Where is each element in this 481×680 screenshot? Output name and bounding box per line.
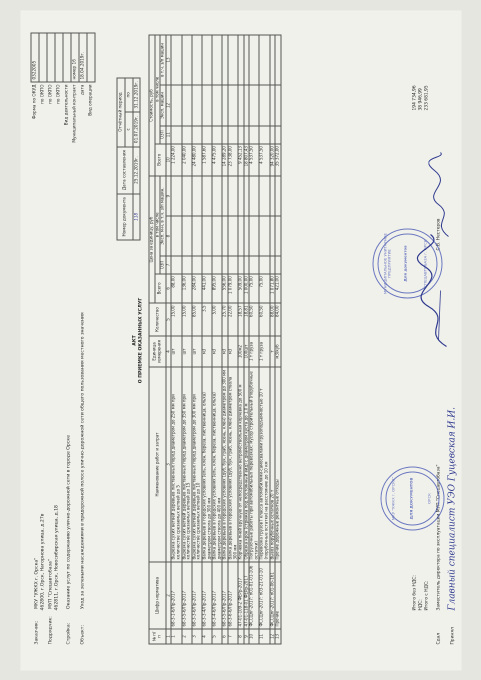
empty-cell	[201, 176, 211, 216]
empty-cell	[222, 35, 228, 85]
row-price: 136,00	[181, 273, 191, 302]
row-code: ФССЦпг-2017: п01-01-01-106	[249, 562, 259, 629]
row-total: 4 537,50	[259, 143, 269, 176]
stamp-bottom-text: СПЕЦАВТОБАЗА г. ОРСК	[422, 239, 427, 287]
empty-cell	[238, 35, 244, 85]
contractor-address: 462800, г.Орск, Нагорнова улица, д.27в	[40, 513, 45, 610]
empty-cell	[191, 256, 201, 274]
okud-label: Форма по ОКУД	[31, 84, 37, 119]
operation-value	[87, 33, 95, 82]
row-number: 5	[212, 629, 222, 644]
row-price: 509,00	[238, 273, 244, 302]
col-number: 2	[165, 562, 171, 629]
row-qty: 18,57	[238, 303, 244, 336]
row-code: 47-01-109-2 ФЕРр-2017	[238, 562, 244, 629]
empty-cell	[171, 176, 181, 216]
empty-cell	[191, 84, 201, 125]
doc-period-label: Отчётный период	[117, 77, 125, 146]
row-name: Вырезка сухих ветвей деревьев лиственных пород диаметром до 300 мм при количестве срезаемых ветвей до 10	[191, 367, 201, 562]
object-line	[80, 312, 85, 644]
row-name: Перевозка грузов I класса автомобилями-самосвалами грузоподъемностью 10 т (порубочные остатки) на расстояние до 10 км	[259, 367, 269, 562]
col-number: 10	[165, 143, 171, 176]
row-unit: м3	[212, 336, 222, 367]
row-qty: 5,00	[212, 303, 222, 336]
object-value: Уход за зелеными насаждениями в придорожной полосе улично-дорожной сети общего пользования местного значения	[80, 311, 85, 609]
row-unit: шт	[171, 336, 181, 367]
okpo-value-2	[47, 33, 55, 82]
okpo-label-3: по ОКПО	[55, 84, 61, 104]
row-unit: м3	[201, 336, 211, 367]
accepted-label: Принял	[450, 626, 455, 644]
total-ozp-header: ОЗП	[160, 125, 166, 143]
col-number: 5	[165, 303, 171, 336]
row-number: 6	[222, 629, 228, 644]
contractor-line	[34, 557, 39, 644]
empty-cell	[212, 216, 222, 256]
price-ozp-header: ОЗП	[160, 256, 166, 274]
empty-cell	[269, 216, 275, 256]
empty-cell	[227, 216, 237, 256]
empty-cell	[249, 216, 259, 256]
price-incl-header: в том числе	[154, 176, 160, 274]
row-name: Валка деревьев в городских условиях (дуб, бук, граб, ясень, клён) диаметром ствола 300 мм	[227, 367, 237, 562]
empty-cell	[222, 125, 228, 143]
empty-cell	[201, 125, 211, 143]
col-number: 9	[165, 176, 171, 216]
col-code-header: Шифр норматива	[149, 562, 166, 629]
total-with-vat-label: Итого с НДС:	[424, 579, 429, 610]
total-incl-header: в том числе	[154, 35, 160, 144]
row-name: Вырезка сухих ветвей деревьев лиственных пород диаметром до 350 мм при количестве срезаемых ветвей до 15	[181, 367, 191, 562]
empty-cell	[227, 256, 237, 274]
empty-cell	[171, 84, 181, 125]
row-total: 35 372,00	[275, 143, 281, 176]
row-total: 23 738,00	[227, 143, 237, 176]
row-code: 68-3-3-6/Пр-2017	[191, 562, 201, 629]
empty-cell	[243, 84, 249, 125]
row-total: 24 480,00	[191, 143, 201, 176]
row-code: 68-3-1-6/Пр-2017	[171, 562, 181, 629]
empty-cell	[238, 216, 244, 256]
okpo-value-1	[39, 33, 47, 82]
row-number: 11	[259, 629, 269, 644]
table-row	[227, 35, 237, 644]
empty-cell	[201, 256, 211, 274]
row-total: 94 320,00	[269, 143, 275, 176]
row-name: Вывоз порубочных остатков 20 т	[269, 367, 275, 562]
empty-cell	[243, 256, 249, 274]
empty-cell	[275, 35, 281, 85]
row-number: 4	[201, 629, 211, 644]
stamp-top-text: МУНИЦИПАЛЬНОЕ УНИТАРНОЕ ПРЕДПРИЯТИЕ	[382, 232, 392, 294]
col-num-header: № п/п	[149, 629, 166, 644]
row-total: 4 537,50	[249, 143, 259, 176]
row-total: 1 224,00	[171, 143, 181, 176]
empty-cell	[249, 176, 259, 216]
doc-number-label: Номер документа	[117, 193, 133, 239]
row-qty: 15,00	[181, 303, 191, 336]
row-total: 9 452,13	[238, 143, 244, 176]
empty-cell	[222, 176, 228, 216]
empty-cell	[275, 84, 281, 125]
empty-cell	[227, 35, 237, 85]
empty-cell	[249, 125, 259, 143]
row-unit: 1 т груза	[259, 336, 269, 367]
row-qty: 3,5	[201, 303, 211, 336]
col-name-header: Наименование работ и затрат	[149, 367, 166, 562]
empty-cell	[181, 35, 191, 85]
row-number: 2	[181, 629, 191, 644]
row-name: Валка деревьев в городских условиях (ель, клён, береза, лиственница, ольха) диаметром ствола до 300 мм	[201, 367, 211, 562]
empty-cell	[269, 84, 275, 125]
stamp-bottom-text: ОРСК	[426, 492, 431, 504]
row-number: 7	[227, 629, 237, 644]
row-number: 8	[238, 629, 244, 644]
row-qty: 18,81	[243, 303, 249, 336]
empty-cell	[171, 216, 181, 256]
row-price: 1 071,80	[269, 273, 275, 302]
row-price: 284,00	[191, 273, 201, 302]
empty-cell	[222, 216, 228, 256]
row-code: ФССЦпг-2017: п03-21-01-10	[259, 562, 269, 629]
okud-value: 0322005	[31, 33, 39, 82]
col-number: 3	[165, 367, 171, 562]
row-number: 10	[249, 629, 259, 644]
empty-cell	[222, 256, 228, 274]
table-body	[171, 35, 280, 644]
row-qty: 60,50	[259, 303, 269, 336]
row-number: 9	[243, 629, 249, 644]
doc-number-value: 118	[132, 193, 140, 239]
price-all-header: Всего	[154, 273, 165, 302]
empty-cell	[238, 176, 244, 216]
contract-number-label: номер	[71, 65, 77, 79]
stamp-center-text: Для документов	[402, 244, 407, 282]
row-code: 68-3-4-6/Пр-2017	[212, 562, 222, 629]
empty-cell	[259, 256, 269, 274]
stamp-top-text: МКУ "УЖКХ г. ОРСКА"	[390, 476, 395, 520]
empty-cell	[201, 35, 211, 85]
empty-cell	[212, 256, 222, 274]
act-title: АКТ	[132, 334, 137, 346]
empty-cell	[243, 176, 249, 216]
act-subtitle: О ПРИЕМКЕ ОКАЗАННЫХ УСЛУГ	[138, 297, 143, 383]
row-total: 18 807,43	[243, 143, 249, 176]
empty-cell	[259, 176, 269, 216]
contractor-label: Заказчик:	[34, 620, 39, 644]
empty-cell	[275, 125, 281, 143]
col-number: 7	[165, 256, 171, 274]
empty-cell	[201, 216, 211, 256]
table-row	[259, 35, 269, 644]
doc-date-label: Дата составления	[117, 146, 133, 193]
row-name: Валка деревьев в городских условиях (дуб, бук, граб, ясень, клён) диаметром до 300 мм	[222, 367, 228, 562]
row-price: 75,00	[259, 273, 269, 302]
row-qty: 84,00	[275, 303, 281, 336]
row-name: Погрузочные работы при автомобильных перевозках: мусор строительный (порубочные остатки)	[249, 367, 259, 562]
contractor-name: МКУ "УЖКХ г. Орска"	[34, 557, 39, 609]
row-qty: 22,00	[227, 303, 237, 336]
row-unit: 100м2	[238, 336, 244, 367]
empty-cell	[171, 35, 181, 85]
empty-cell	[181, 125, 191, 143]
empty-cell	[181, 256, 191, 274]
empty-cell	[249, 256, 259, 274]
row-code: ФССЦпг-2017: п01-06-161	[269, 562, 275, 629]
table-row	[212, 35, 222, 644]
okpo-value-3	[55, 33, 63, 82]
delivered-role: Заместитель директора по эксплуатации МУП "Спецавтобаза"	[436, 463, 441, 610]
row-unit: шт	[181, 336, 191, 367]
okpo-label-1: по ОКПО	[39, 84, 45, 104]
customer-address: 462811, г.Орск, Новосибирская улица, д.18	[54, 504, 59, 610]
act-sheet	[20, 10, 461, 670]
empty-cell	[259, 35, 269, 85]
row-unit: 1 т груза	[249, 336, 259, 367]
table-row	[238, 35, 244, 644]
row-qty: 15,00	[171, 303, 181, 336]
operation-label: Вид операции	[87, 84, 93, 116]
row-name: Вырезка сухих ветвей деревьев лиственных пород диаметром до 250 мм при количестве срезаемых ветвей до 5	[171, 367, 181, 562]
empty-cell	[227, 176, 237, 216]
col-number: 6	[165, 273, 171, 302]
empty-cell	[171, 125, 181, 143]
row-price: 1 079,00	[227, 273, 237, 302]
empty-cell	[249, 35, 259, 85]
activity-value	[63, 33, 71, 82]
row-name: Корчевка пней вручную от непосредственно ветром/ствольная корчевка до 500 м	[238, 367, 244, 562]
row-code: 47-01-118-01 ФЕРр-2017	[243, 562, 249, 629]
empty-cell	[181, 216, 191, 256]
row-qty: 88,00	[269, 303, 275, 336]
activity-label: Вид деятельности	[63, 84, 69, 125]
row-code: 68-3-6-6/Пр-2017	[227, 562, 237, 629]
total-with-vat-value: 233 681,95	[424, 84, 429, 110]
row-code: 68-3-5-6/Пр-2017	[222, 562, 228, 629]
delivered-label: Сдал	[436, 632, 441, 644]
customer-label: Подрядчик:	[48, 615, 53, 644]
empty-cell	[191, 125, 201, 143]
table-row	[249, 35, 259, 644]
empty-cell	[259, 125, 269, 143]
total-cost-header: Стоимость, руб	[149, 35, 155, 176]
contract-number-value: 16	[71, 58, 77, 64]
empty-cell	[191, 35, 201, 85]
row-price: 75,00	[249, 273, 259, 302]
empty-cell	[212, 35, 222, 85]
row-total: 4 475,00	[212, 143, 222, 176]
doc-to-label: по	[124, 77, 132, 112]
row-name: Валка деревьев в городских условиях (ель, клён, береза, лиственница, ольха) диаметром ствола до 400 мм	[212, 367, 222, 562]
empty-cell	[259, 84, 269, 125]
empty-cell	[238, 125, 244, 143]
empty-cell	[249, 84, 259, 125]
empty-cell	[212, 84, 222, 125]
customer-stamp	[380, 466, 444, 530]
empty-cell	[227, 84, 237, 125]
row-unit: т	[269, 336, 275, 367]
empty-cell	[269, 35, 275, 85]
row-unit: 100шт	[243, 336, 249, 367]
row-price: 556,00	[222, 273, 228, 302]
row-qty: 60,50	[249, 303, 259, 336]
total-mach-header: Эксп. машин	[160, 84, 166, 125]
stamp-center-text: ДЛЯ ДОКУМЕНТОВ	[408, 477, 413, 519]
col-unit-header: Единица измерения	[149, 336, 166, 367]
construction-line	[66, 435, 71, 644]
codes-table	[30, 32, 95, 144]
col-number: 13	[165, 35, 171, 85]
row-qty: 85,00	[191, 303, 201, 336]
row-code: 68-3-5-6/Пр-2017	[181, 562, 191, 629]
empty-cell	[275, 256, 281, 274]
row-qty: 25,70	[222, 303, 228, 336]
row-unit: м3	[222, 336, 228, 367]
total-all-header: Всего	[154, 143, 165, 176]
object-label: Объект:	[80, 624, 85, 644]
empty-cell	[191, 216, 201, 256]
total-no-vat-value: 194 734,96	[412, 84, 417, 110]
total-no-vat-label: Итого без НДС:	[412, 574, 417, 610]
row-total: 1 587,60	[201, 143, 211, 176]
doc-to-value: 31.12.2019г.	[132, 77, 140, 112]
total-mach-wage-header: в т.ч. з/п машин	[160, 35, 166, 85]
row-name: Обрезка крон (стрижка под постоянный вид) с диаметром куста до 1,0 м	[243, 367, 249, 562]
col-number: 4	[165, 336, 171, 367]
customer-name: МУП "Спецавтобаза"	[48, 558, 53, 609]
signature-scrawl	[416, 230, 456, 350]
row-unit: м3	[227, 336, 237, 367]
empty-cell	[243, 125, 249, 143]
empty-cell	[171, 256, 181, 274]
row-total: 14 289,20	[222, 143, 228, 176]
contract-date-value: 18.04.2019г.	[79, 33, 87, 82]
row-name: Прочие дорожные ремонтные отходы	[275, 367, 281, 562]
empty-cell	[181, 84, 191, 125]
empty-cell	[191, 176, 201, 216]
vat-label: НДС:	[418, 598, 423, 610]
contract-label: Муниципальный контракт	[71, 84, 77, 143]
row-unit: м3/куб	[275, 336, 281, 367]
row-price: 895,00	[212, 273, 222, 302]
contract-date-label: дата	[79, 84, 85, 95]
empty-cell	[243, 216, 249, 256]
doc-date-value: 25.12.2019г.	[132, 146, 140, 193]
table-row	[181, 35, 191, 644]
okpo-label-2: по ОКПО	[47, 84, 53, 104]
row-number: 13	[275, 629, 281, 644]
empty-cell	[269, 176, 275, 216]
col-number: 11	[165, 125, 171, 143]
customer-line	[48, 559, 53, 644]
empty-cell	[269, 125, 275, 143]
table-row	[275, 35, 281, 644]
col-number: 12	[165, 84, 171, 125]
col-qty-header: Количество	[149, 303, 166, 336]
row-price: 1 000,00	[243, 273, 249, 302]
empty-cell	[275, 216, 281, 256]
delivered-signature-scrawl	[428, 150, 456, 240]
col-number: 8	[165, 216, 171, 256]
vat-value: 38 946,99	[418, 87, 423, 110]
empty-cell	[201, 84, 211, 125]
construction-label: Стройка:	[66, 622, 71, 644]
doc-from-value: 01.07.2019г.	[132, 112, 140, 147]
col-number: 1	[165, 629, 171, 644]
row-number: 3	[191, 629, 201, 644]
construction-value: Оказание услуг по содержанию улично-дорожной сети в городе Орске	[66, 434, 71, 609]
table-row	[171, 35, 181, 644]
empty-cell	[238, 256, 244, 274]
delivered-name: С.В. Нестеров	[436, 217, 441, 250]
row-number: 12	[269, 629, 275, 644]
empty-cell	[259, 216, 269, 256]
table-row	[201, 35, 211, 644]
empty-cell	[212, 176, 222, 216]
empty-cell	[227, 125, 237, 143]
row-price: 421,00	[275, 273, 281, 302]
row-code: Прочие	[275, 562, 281, 629]
row-total: 2 040,00	[181, 143, 191, 176]
accepted-handwriting: Главный специалист УЭО Гуцевская И.И.	[447, 406, 457, 610]
unit-price-header: Цена за единицу, руб	[149, 176, 155, 303]
empty-cell	[243, 35, 249, 85]
contract-number	[71, 33, 79, 82]
empty-cell	[222, 84, 228, 125]
empty-cell	[275, 176, 281, 216]
empty-cell	[181, 176, 191, 216]
row-unit: шт	[191, 336, 201, 367]
empty-cell	[238, 84, 244, 125]
empty-cell	[269, 256, 275, 274]
row-code: 68-3-3-4/Пр-2017	[201, 562, 211, 629]
empty-cell	[212, 125, 222, 143]
doc-from-label: с	[124, 112, 132, 147]
table-row	[191, 35, 201, 644]
row-price: 88,00	[171, 273, 181, 302]
services-table	[148, 34, 281, 644]
price-mach-header: Эксп. м-н, в т.ч. з/п машин.	[160, 176, 166, 256]
row-price: 441,00	[201, 273, 211, 302]
row-number: 1	[171, 629, 181, 644]
